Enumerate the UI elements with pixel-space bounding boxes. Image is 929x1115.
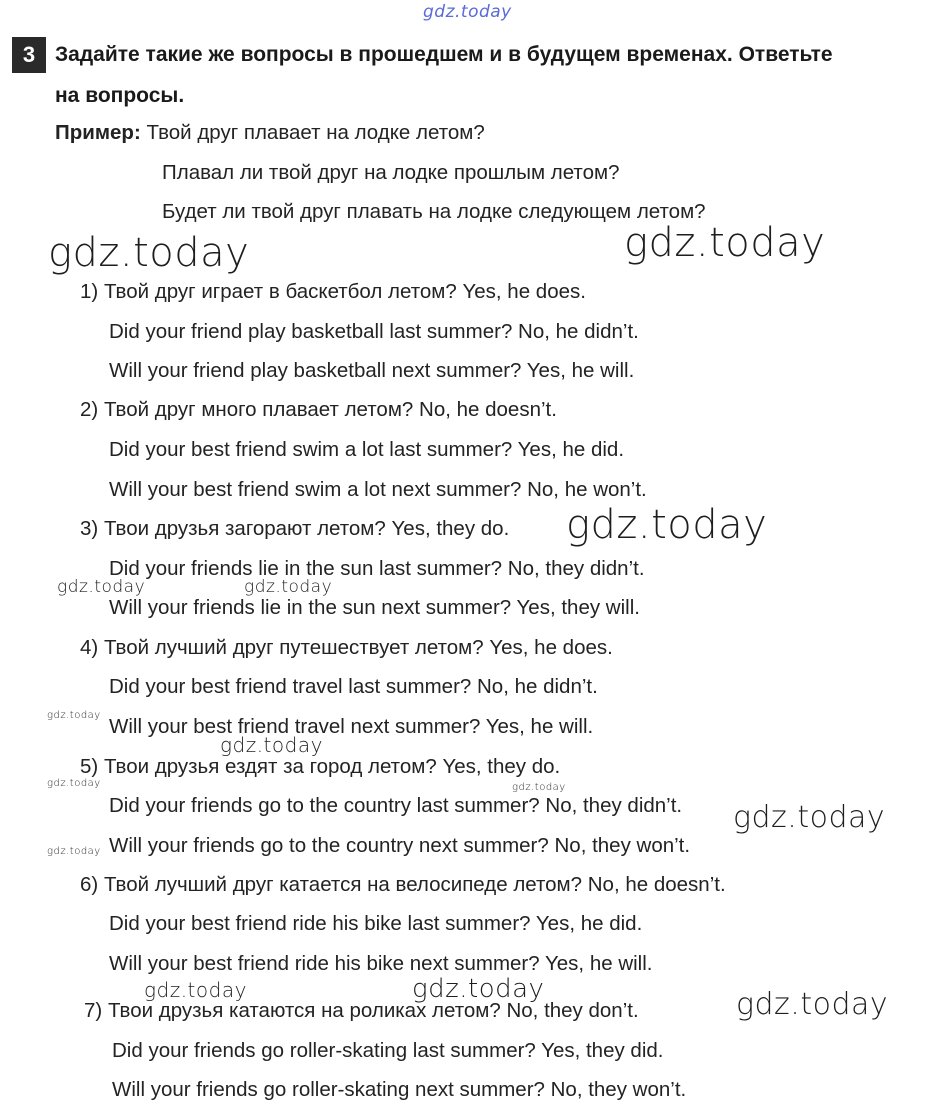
item-number: 5): [80, 755, 99, 778]
watermark: gdz.today: [47, 710, 101, 721]
item-5-question: [80, 755, 560, 779]
exercise-title-line1: Задайте такие же вопросы в прошедшем и в будущем временах. Ответьте: [55, 43, 833, 66]
watermark: gdz.today: [57, 577, 146, 597]
item-4-future: Will your best friend travel next summer? Yes, he will.: [109, 715, 594, 738]
item-6-question: [80, 873, 726, 897]
watermark: gdz.today: [220, 733, 323, 757]
watermark: gdz.today: [47, 778, 101, 789]
example-question: Твой друг плавает на лодке летом?: [146, 121, 485, 144]
item-question-text: Твои друзья загорают летом? Yes, they do.: [103, 517, 510, 540]
item-1-past: Did your friend play basketball last summer? No, he didn’t.: [109, 320, 639, 343]
item-1-future: Will your friend play basketball next summer? Yes, he will.: [109, 359, 635, 382]
item-question-text: Твой друг играет в баскетбол летом? Yes, he does.: [103, 280, 586, 303]
example-label: Пример:: [55, 121, 141, 144]
item-7-past: Did your friends go roller-skating last summer? Yes, they did.: [112, 1039, 664, 1062]
item-2-past: Did your best friend swim a lot last summer? Yes, he did.: [109, 438, 625, 461]
item-6-past: Did your best friend ride his bike last summer? Yes, he did.: [109, 912, 643, 935]
watermark: gdz.today: [144, 978, 247, 1002]
item-4-past: Did your best friend travel last summer? No, he didn’t.: [109, 675, 598, 698]
item-number: 6): [80, 873, 99, 896]
item-question-text: Твой лучший друг катается на велосипеде летом? No, he doesn’t.: [103, 873, 726, 896]
item-question-text: Твой друг много плавает летом? No, he doesn’t.: [103, 398, 557, 421]
item-number: 2): [80, 398, 99, 421]
item-3-past: Did your friends lie in the sun last summer? No, they didn’t.: [109, 557, 645, 580]
item-2-question: [80, 398, 557, 422]
item-5-past: Did your friends go to the country last summer? No, they didn’t.: [109, 794, 683, 817]
watermark-top: gdz.today: [423, 2, 512, 22]
exercise-title-line2: на вопросы.: [55, 84, 185, 107]
watermark: gdz.today: [244, 577, 333, 597]
item-question-text: Твои друзья катаются на роликах летом? No, they don’t.: [107, 999, 639, 1022]
item-number: 4): [80, 636, 99, 659]
item-7-future: Will your friends go roller-skating next summer? No, they won’t.: [112, 1078, 687, 1101]
watermark: gdz.today: [566, 502, 768, 548]
item-7-question: [84, 999, 639, 1023]
item-1-question: [80, 280, 586, 304]
watermark: gdz.today: [512, 782, 566, 793]
item-4-question: [80, 636, 613, 660]
item-5-future: Will your friends go to the country next summer? No, they won’t.: [109, 834, 691, 857]
item-number: 7): [84, 999, 103, 1022]
watermark: gdz.today: [733, 800, 886, 835]
item-question-text: Твои друзья ездят за город летом? Yes, they do.: [103, 755, 561, 778]
example-row: [55, 121, 485, 145]
item-6-future: Will your best friend ride his bike next summer? Yes, he will.: [109, 952, 653, 975]
example-past-question: Плавал ли твой друг на лодке прошлым летом?: [162, 161, 620, 184]
item-3-question: [80, 517, 509, 541]
exercise-number-badge: 3: [12, 37, 46, 73]
item-2-future: Will your best friend swim a lot next summer? No, he won’t.: [109, 478, 647, 501]
watermark: gdz.today: [624, 220, 826, 266]
watermark: gdz.today: [48, 230, 250, 276]
watermark: gdz.today: [736, 987, 889, 1022]
item-question-text: Твой лучший друг путешествует летом? Yes, he does.: [103, 636, 613, 659]
item-number: 1): [80, 280, 99, 303]
example-future-question: Будет ли твой друг плавать на лодке следующем летом?: [162, 200, 706, 223]
watermark: gdz.today: [412, 974, 545, 1004]
watermark: gdz.today: [47, 846, 101, 857]
item-3-future: Will your friends lie in the sun next summer? Yes, they will.: [109, 596, 640, 619]
item-number: 3): [80, 517, 99, 540]
